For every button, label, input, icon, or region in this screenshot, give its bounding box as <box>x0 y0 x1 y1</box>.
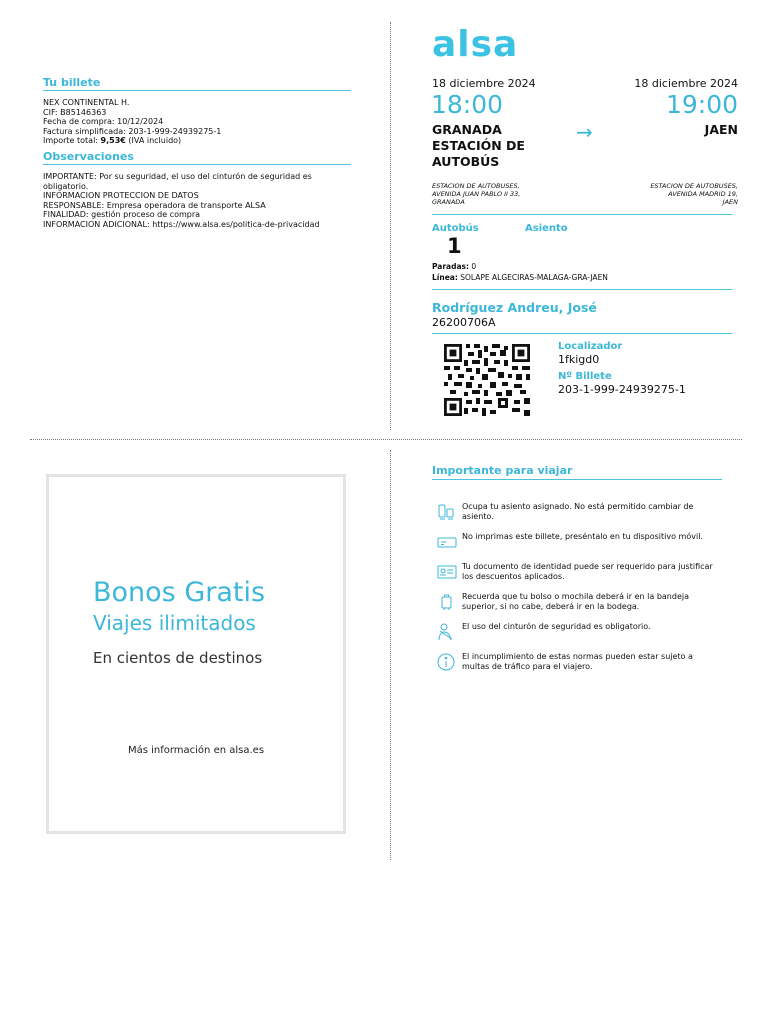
phone-ticket-icon <box>436 532 458 552</box>
obs-line: FINALIDAD: gestión proceso de compra <box>43 210 201 220</box>
rule-item <box>436 562 736 582</box>
line-value: SOLAPE ALGECIRAS-MALAGA-GRA-JAEN <box>460 273 608 282</box>
destination-station-line: AVENIDA MADRID 19, <box>668 190 738 198</box>
observations-rule <box>43 164 351 165</box>
origin-city <box>432 122 525 170</box>
travel-rules-title: Importante para viajar <box>432 464 573 477</box>
passenger-rule <box>432 333 732 334</box>
luggage-icon <box>436 592 458 612</box>
stops-row <box>432 262 476 271</box>
rule-line: El uso del cinturón de seguridad es obligatorio. <box>462 622 651 631</box>
obs-line: INFORMACION ADICIONAL: https://www.alsa.es/politica-de-privacidad <box>43 219 320 229</box>
ticket-section-title: Tu billete <box>43 76 101 89</box>
destination-date: 18 diciembre 2024 <box>634 77 738 90</box>
obs-line: obligatorio. <box>43 181 89 191</box>
total-amount: 9,53€ <box>100 136 126 146</box>
vertical-fold-line-top <box>390 22 391 430</box>
rule-text <box>462 652 693 672</box>
passenger-name: Rodríguez Andreu, José <box>432 300 597 315</box>
origin-station <box>432 182 520 206</box>
ticket-line: NEX CONTINENTAL H. <box>43 98 130 107</box>
total-prefix: Importe total: <box>43 136 101 146</box>
passenger-id: 26200706A <box>432 316 496 329</box>
rule-text <box>462 532 703 542</box>
bus-rule <box>432 289 732 290</box>
ticket-line: CIF: B85146363 <box>43 107 107 117</box>
seat-icon <box>436 502 458 522</box>
observations-text <box>43 172 320 230</box>
origin-city-line: ESTACIÓN DE <box>432 138 525 153</box>
locator-value: 1fkigd0 <box>558 353 600 366</box>
obs-line: INFORMACION PROTECCION DE DATOS <box>43 191 199 201</box>
rule-item <box>436 502 736 522</box>
line-row <box>432 273 608 282</box>
id-card-icon <box>436 562 458 582</box>
route-arrow-icon: → <box>576 120 593 144</box>
ticket-line: Fecha de compra: 10/12/2024 <box>43 117 164 127</box>
rule-text <box>462 562 713 582</box>
stops-value: 0 <box>471 262 477 271</box>
locator-label: Localizador <box>558 341 623 352</box>
qr-code <box>444 344 530 416</box>
stops-label: Paradas: <box>432 262 470 271</box>
horizontal-fold-line <box>30 439 742 440</box>
info-icon <box>436 652 458 672</box>
rule-text <box>462 592 689 612</box>
arrival-time: 19:00 <box>665 90 738 119</box>
destination-station-line: ESTACION DE AUTOBUSES, <box>650 182 738 190</box>
promo-subtitle: Viajes ilimitados <box>93 611 256 635</box>
rule-line: los descuentos aplicados. <box>462 571 565 581</box>
total-suffix: (IVA incluido) <box>125 136 182 146</box>
rule-line: superior, si no cabe, deberá ir en la bodega. <box>462 601 640 611</box>
destination-city-line: JAEN <box>704 122 738 137</box>
alsa-logo: alsa <box>432 24 519 65</box>
route-rule <box>432 214 732 215</box>
origin-station-line: ESTACION DE AUTOBUSES, <box>432 182 520 190</box>
rule-line: Tu documento de identidad puede ser requerido para justificar <box>462 562 713 571</box>
origin-city-line: AUTOBÚS <box>432 154 500 169</box>
ticket-section-rule <box>43 90 351 91</box>
line-label: Línea: <box>432 273 458 282</box>
rule-item <box>436 532 736 552</box>
rule-item <box>436 622 736 642</box>
destination-station-line: JAEN <box>722 198 738 206</box>
promo-more-info: Más información en alsa.es <box>127 745 265 756</box>
ticket-line: Factura simplificada: 203-1-999-24939275-1 <box>43 126 222 136</box>
destination-city <box>705 122 738 138</box>
rule-text <box>462 622 651 632</box>
origin-station-line: AVENIDA JUAN PABLO II 33, <box>432 190 521 198</box>
seatbelt-icon <box>436 622 458 642</box>
bus-label: Autobús <box>432 223 479 234</box>
promo-title: Bonos Gratis <box>93 577 266 608</box>
vertical-fold-line-bottom <box>390 450 391 860</box>
origin-city-line: GRANADA <box>432 122 502 137</box>
rule-line: multas de tráfico para el viajero. <box>462 661 593 671</box>
observations-title: Observaciones <box>43 150 134 163</box>
rule-line: Recuerda que tu bolso o mochila deberá ir en la bandeja <box>462 592 689 601</box>
rule-text <box>462 502 693 522</box>
rule-item <box>436 592 736 612</box>
promo-box <box>46 474 346 834</box>
ticket-number-label: Nº Billete <box>558 371 612 382</box>
rule-line: asiento. <box>462 511 494 521</box>
ticket-details <box>43 98 221 146</box>
rule-line: El incumplimiento de estas normas pueden estar sujeto a <box>462 652 693 661</box>
origin-date: 18 diciembre 2024 <box>432 77 536 90</box>
ticket-number-value: 203-1-999-24939275-1 <box>558 383 686 396</box>
destination-station <box>650 182 738 206</box>
departure-time: 18:00 <box>431 90 504 119</box>
rule-line: No imprimas este billete, preséntalo en tu dispositivo móvil. <box>462 532 703 541</box>
rule-line: Ocupa tu asiento asignado. No está permitido cambiar de <box>462 502 694 511</box>
obs-line: IMPORTANTE: Por su seguridad, el uso del cinturón de seguridad es <box>43 172 312 181</box>
seat-label: Asiento <box>525 223 568 234</box>
origin-station-line: GRANADA <box>432 198 465 206</box>
bus-number: 1 <box>447 234 462 258</box>
total-line <box>43 136 221 146</box>
obs-line: RESPONSABLE: Empresa operadora de transporte ALSA <box>43 200 266 210</box>
rule-item <box>436 652 736 672</box>
promo-tagline: En cientos de destinos <box>93 649 263 667</box>
travel-rules-rule <box>432 479 722 480</box>
